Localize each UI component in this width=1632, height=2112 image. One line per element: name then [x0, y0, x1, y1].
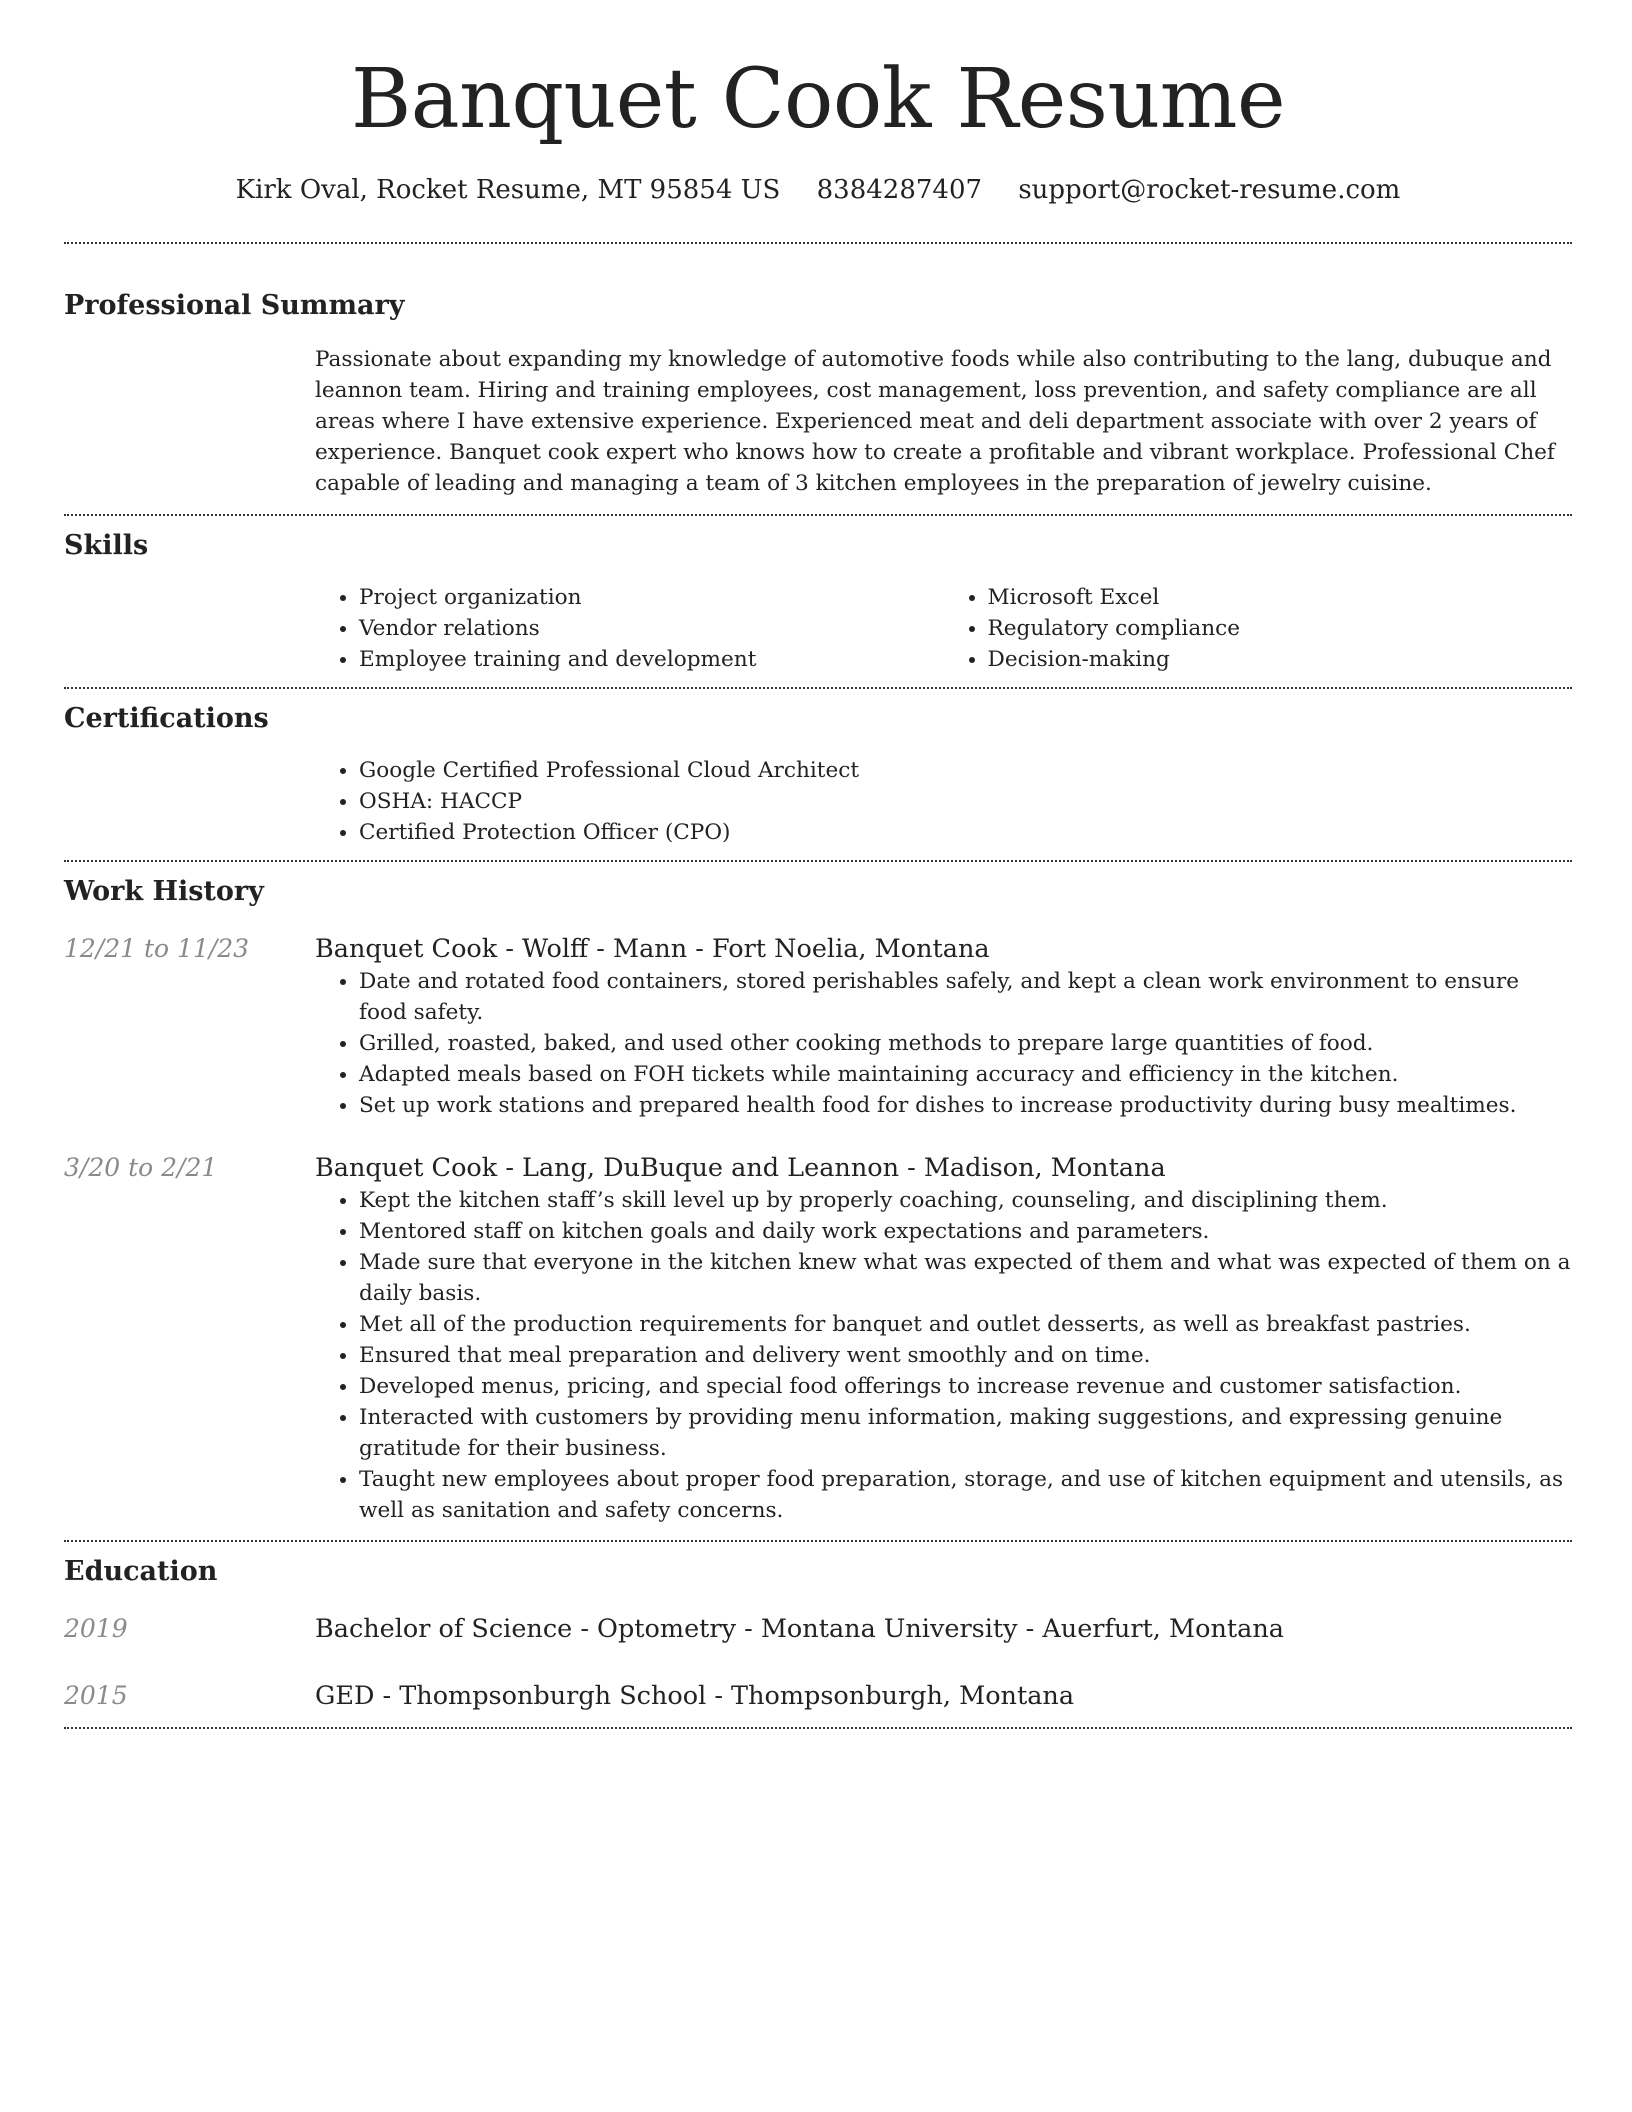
job-bullets — [315, 1185, 1572, 1526]
job-bullets — [315, 966, 1572, 1121]
email-text: support@rocket-resume.com — [1018, 175, 1401, 205]
education-entry — [64, 1612, 1572, 1646]
certifications-list — [315, 755, 1572, 848]
job-title: Banquet Cook - Wolff - Mann - Fort Noelia, Montana — [315, 934, 990, 964]
education-entry — [64, 1679, 1572, 1713]
job-dates: 12/21 to 11/23 — [64, 934, 250, 963]
skills-heading: Skills — [64, 530, 149, 561]
job-bullet: • Mentored staff on kitchen goals and daily work expectations and parameters. — [359, 1216, 1572, 1247]
address-text: Kirk Oval, Rocket Resume, MT 95854 US — [235, 175, 781, 205]
certifications-heading: Certifications — [64, 703, 269, 734]
summary-heading: Professional Summary — [64, 290, 405, 321]
skills-column-right — [944, 582, 1573, 675]
job-entry — [64, 1151, 1572, 1540]
job-bullet: • Ensured that meal preparation and delivery went smoothly and on time. — [359, 1340, 1572, 1371]
education-text: GED - Thompsonburgh School - Thompsonburgh, Montana — [315, 1681, 1075, 1711]
job-bullet: • Kept the kitchen staff’s skill level up by properly coaching, counseling, and disciplining them. — [359, 1185, 1572, 1216]
job-body — [315, 932, 1572, 1121]
job-bullet: • Developed menus, pricing, and special food offerings to increase revenue and customer satisfaction. — [359, 1371, 1572, 1402]
certification-item: • Google Certified Professional Cloud Architect — [359, 755, 1572, 786]
certification-item: • OSHA: HACCP — [359, 786, 1572, 817]
skill-item: • Microsoft Excel — [988, 582, 1573, 613]
job-bullet: • Made sure that everyone in the kitchen knew what was expected of them and what was expected of them on a daily basis. — [359, 1247, 1572, 1309]
divider — [64, 1727, 1572, 1729]
job-bullet: • Set up work stations and prepared health food for dishes to increase productivity during busy mealtimes. — [359, 1090, 1572, 1121]
divider — [64, 687, 1572, 689]
education-section — [64, 1554, 1572, 1713]
job-bullet: • Met all of the production requirements for banquet and outlet desserts, as well as breakfast pastries. — [359, 1309, 1572, 1340]
job-bullet: • Adapted meals based on FOH tickets while maintaining accuracy and efficiency in the kitchen. — [359, 1059, 1572, 1090]
job-bullet: • Interacted with customers by providing menu information, making suggestions, and expressing genuine gratitude for their business. — [359, 1402, 1572, 1464]
divider — [64, 514, 1572, 516]
education-year: 2015 — [64, 1681, 128, 1710]
divider — [64, 860, 1572, 862]
job-title: Banquet Cook - Lang, DuBuque and Leannon - Madison, Montana — [315, 1153, 1166, 1183]
contact-line — [64, 172, 1572, 208]
skills-section — [64, 528, 1572, 675]
job-bullet: • Date and rotated food containers, stored perishables safely, and kept a clean work environment to ensure food safety. — [359, 966, 1572, 1028]
resume-title: Banquet Cook Resume — [351, 52, 1285, 147]
divider — [64, 242, 1572, 244]
skills-column-left — [315, 582, 944, 675]
skill-item: • Vendor relations — [359, 613, 944, 644]
certifications-section — [64, 701, 1572, 848]
job-bullet: • Taught new employees about proper food preparation, storage, and use of kitchen equipment and utensils, as well as sanitation and safety concerns. — [359, 1464, 1572, 1526]
job-dates: 3/20 to 2/21 — [64, 1153, 218, 1182]
education-year: 2019 — [64, 1614, 128, 1643]
certification-item: • Certified Protection Officer (CPO) — [359, 817, 1572, 848]
skills-grid — [315, 582, 1572, 675]
phone-text: 8384287407 — [816, 175, 983, 205]
education-heading: Education — [64, 1556, 218, 1587]
summary-section — [64, 288, 1572, 499]
certifications-list-wrap — [315, 755, 1572, 848]
work-history-heading: Work History — [64, 876, 264, 907]
job-bullet: • Grilled, roasted, baked, and used other cooking methods to prepare large quantities of food. — [359, 1028, 1572, 1059]
job-entry — [64, 932, 1572, 1121]
skill-item: • Employee training and development — [359, 644, 944, 675]
education-text: Bachelor of Science - Optometry - Montana University - Auerfurt, Montana — [315, 1614, 1284, 1644]
resume-page — [64, 0, 1572, 1729]
summary-text: Passionate about expanding my knowledge of automotive foods while also contributing to the lang, dubuque and leannon team. Hiring and training employees, cost management, loss prevention, and safety compliance are all areas where I have extensive experience. Experienced meat and deli department associate with over 2 years of experience. Banquet cook expert who knows how to create a profitable and vibrant workplace. Professional Chef capable of leading and managing a team of 3 kitchen employees in the preparation of jewelry cuisine. — [315, 347, 1555, 496]
skill-item: • Project organization — [359, 582, 944, 613]
work-history-section — [64, 874, 1572, 1540]
skill-item: • Decision-making — [988, 644, 1573, 675]
divider — [64, 1540, 1572, 1542]
skill-item: • Regulatory compliance — [988, 613, 1573, 644]
job-body — [315, 1151, 1572, 1540]
